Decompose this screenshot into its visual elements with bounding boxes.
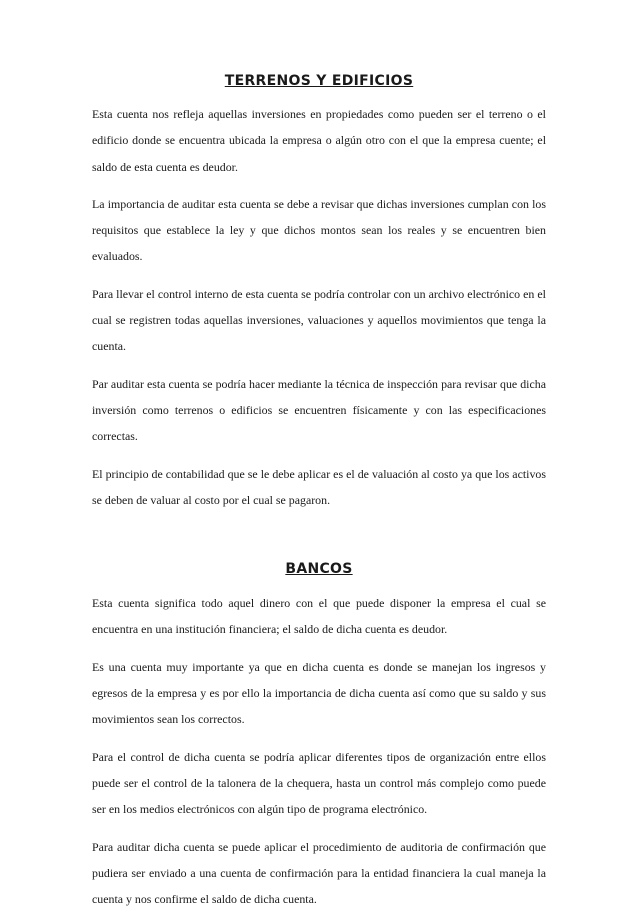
paragraph: Esta cuenta nos refleja aquellas inversiones en propiedades como pueden ser el terreno o el edificio donde se encuentra ubicada la empresa o algún otro con el que la empresa cuente; el saldo de esta cuenta es deudor. bbox=[92, 107, 546, 174]
paragraph: Es una cuenta muy importante ya que en dicha cuenta es donde se manejan los ingresos y egresos de la empresa y es por ello la importancia de dicha cuenta así como que su saldo y sus movimientos sean los correctos. bbox=[92, 659, 546, 727]
paragraph: Para el control de dicha cuenta se podría aplicar diferentes tipos de organización entre ellos puede ser el control de la talonera de la chequera, hasta un control más complejo como puede ser en los medios electrónicos con algún tipo de programa electrónico. bbox=[92, 749, 546, 817]
section-title-bancos: BANCOS bbox=[285, 561, 353, 578]
paragraph: El principio de contabilidad que se le debe aplicar es el de valuación al costo ya que los activos se deben de valuar al costo por el cual se pagaron. bbox=[92, 466, 546, 507]
section-title-terrenos: TERRENOS Y EDIFICIOS bbox=[224, 73, 414, 89]
paragraph: La importancia de auditar esta cuenta se debe a revisar que dichas inversiones cumplan con los requisitos que establece la ley y que dichos montos sean los reales y se encuentren bien evaluados. bbox=[92, 196, 546, 264]
paragraph: Para llevar el control interno de esta cuenta se podría controlar con un archivo electrónico en el cual se registren todas aquellas inversiones, valuaciones y aquellos movimientos que tenga la cuenta. bbox=[92, 286, 546, 354]
paragraph: Par auditar esta cuenta se podría hacer mediante la técnica de inspección para revisar que dicha inversión como terrenos o edificios se encuentren físicamente y con las especificaciones correctas. bbox=[92, 376, 546, 444]
paragraph: Esta cuenta significa todo aquel dinero con el que puede disponer la empresa el cual se encuentra en una institución financiera; el saldo de dicha cuenta es deudor. bbox=[92, 596, 546, 637]
paragraph: Para auditar dicha cuenta se puede aplicar el procedimiento de auditoria de confirmación que pudiera ser enviado a una cuenta de confirmación para la entidad financiera la cual maneja la cuenta y nos confirme el saldo de dicha cuenta. bbox=[92, 839, 546, 907]
